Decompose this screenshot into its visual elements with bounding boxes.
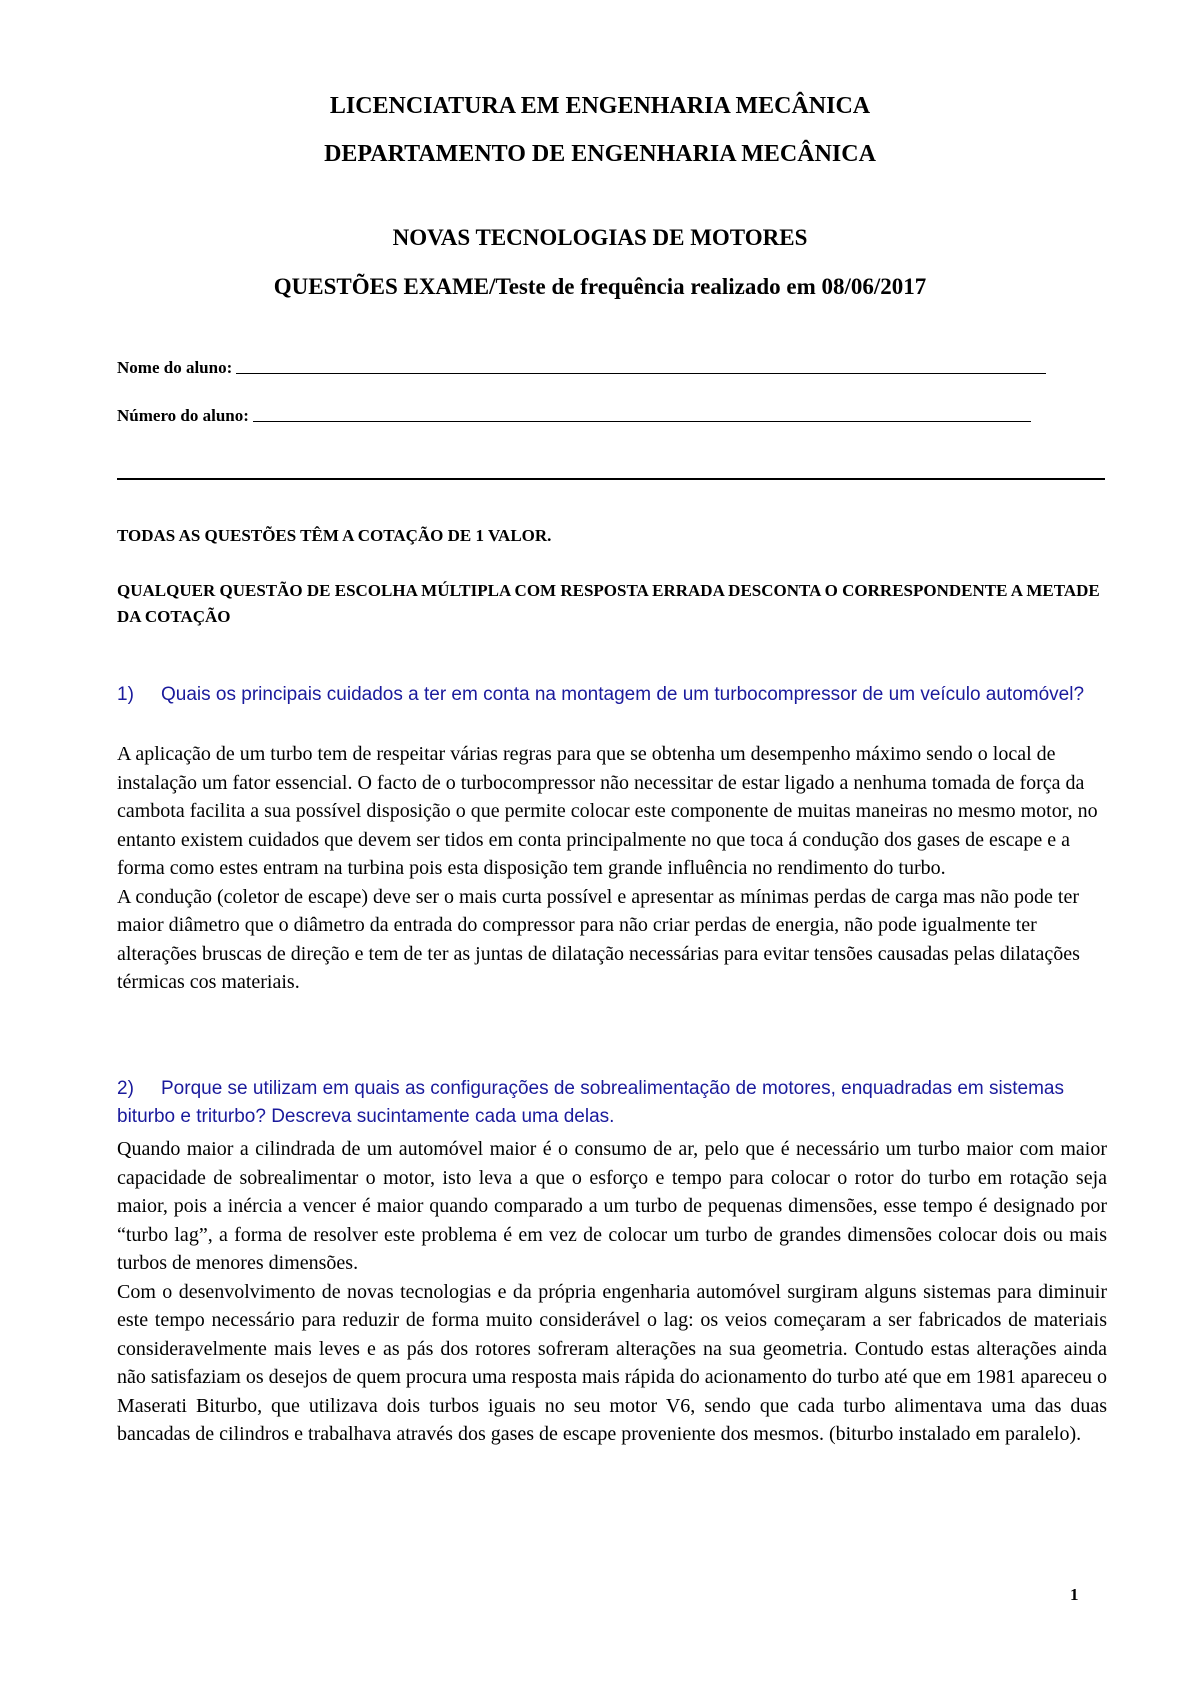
- student-number-line[interactable]: [253, 420, 1031, 422]
- scoring-notice: TODAS AS QUESTÕES TÊM A COTAÇÃO DE 1 VALOR.: [117, 526, 552, 545]
- degree-title: LICENCIATURA EM ENGENHARIA MECÂNICA: [329, 93, 871, 119]
- question-1: [117, 681, 1107, 709]
- student-name-line[interactable]: [236, 372, 1046, 374]
- answer-2-paragraph-1: Quando maior a cilindrada de um automóvel maior é o consumo de ar, pelo que é necessário um turbo maior com maior capacidade de sobrealimentar o motor, isto leva a que o esforço e tempo para colocar o rotor do turbo em rotação seja maior, pois a inércia a vencer é maior quando comparado a um turbo de pequenas dimensões, esse tempo é designado por “turbo lag”, a forma de resolver este problema é em vez de colocar um turbo de grandes dimensões colocar dois ou mais turbos de menores dimensões.: [117, 1138, 1107, 1274]
- answer-1-paragraph-1: A aplicação de um turbo tem de respeitar várias regras para que se obtenha um desempenho máximo sendo o local de instalação um fator essencial. O facto de o turbocompressor não necessitar de estar ligado a nenhuma tomada de força da cambota facilita a sua possível disposição o que permite colocar este componente de muitas maneiras no mesmo motor, no entanto existem cuidados que devem ser tidos em conta principalmente no que toca á condução dos gases de escape e a forma como estes entram na turbina pois esta disposição tem grande influência no rendimento do turbo.: [117, 743, 1098, 879]
- department-title: DEPARTAMENTO DE ENGENHARIA MECÂNICA: [324, 141, 876, 167]
- student-number-label: Número do aluno:: [117, 406, 249, 425]
- answer-1-paragraph-2: A condução (coletor de escape) deve ser o mais curta possível e apresentar as mínimas perdas de carga mas não pode ter maior diâmetro que o diâmetro da entrada do compressor para não criar perdas de energia, não pode igualmente ter alterações bruscas de direção e tem de ter as juntas de dilatação necessárias para evitar tensões causadas pelas dilatações térmicas cos materiais.: [117, 885, 1080, 993]
- answer-2-paragraph-2: Com o desenvolvimento de novas tecnologias e da própria engenharia automóvel surgiram alguns sistemas para diminuir este tempo necessário para reduzir de forma muito considerável o lag: os veios começaram a ser fabricados de materiais consideravelmente mais leves e as pás dos rotores sofreram alterações na sua geometria. Contudo estas alterações ainda não satisfaziam os desejos de quem procura uma resposta mais rápida do acionamento do turbo até que em 1981 apareceu o Maserati Biturbo, que utilizava dois turbos iguais no seu motor V6, sendo que cada turbo alimentava uma das duas bancadas de cilindros e trabalhava através dos gases de escape proveniente dos mesmos. (biturbo instalado em paralelo).: [117, 1280, 1107, 1445]
- answer-1: [117, 740, 1107, 997]
- penalty-notice: QUALQUER QUESTÃO DE ESCOLHA MÚLTIPLA COM RESPOSTA ERRADA DESCONTA O CORRESPONDENTE A METADE DA COTAÇÃO: [117, 581, 1100, 626]
- answer-2: [117, 1135, 1107, 1449]
- question-2-text: Porque se utilizam em quais as configurações de sobrealimentação de motores, enquadradas em sistemas biturbo e triturbo? Descreva sucintamente cada uma delas.: [117, 1078, 1064, 1127]
- section-divider: [117, 478, 1105, 480]
- page-number: 1: [1070, 1585, 1079, 1604]
- question-2: [117, 1075, 1107, 1131]
- question-1-number: 1): [117, 684, 134, 705]
- question-1-text: Quais os principais cuidados a ter em conta na montagem de um turbocompressor de um veículo automóvel?: [161, 684, 1085, 705]
- student-number-field[interactable]: [117, 406, 1031, 426]
- course-title: NOVAS TECNOLOGIAS DE MOTORES: [392, 225, 808, 250]
- exam-title: QUESTÕES EXAME/Teste de frequência realizado em 08/06/2017: [273, 274, 927, 299]
- student-name-label: Nome do aluno:: [117, 358, 233, 377]
- student-name-field[interactable]: [117, 358, 1046, 378]
- question-2-number: 2): [117, 1078, 134, 1099]
